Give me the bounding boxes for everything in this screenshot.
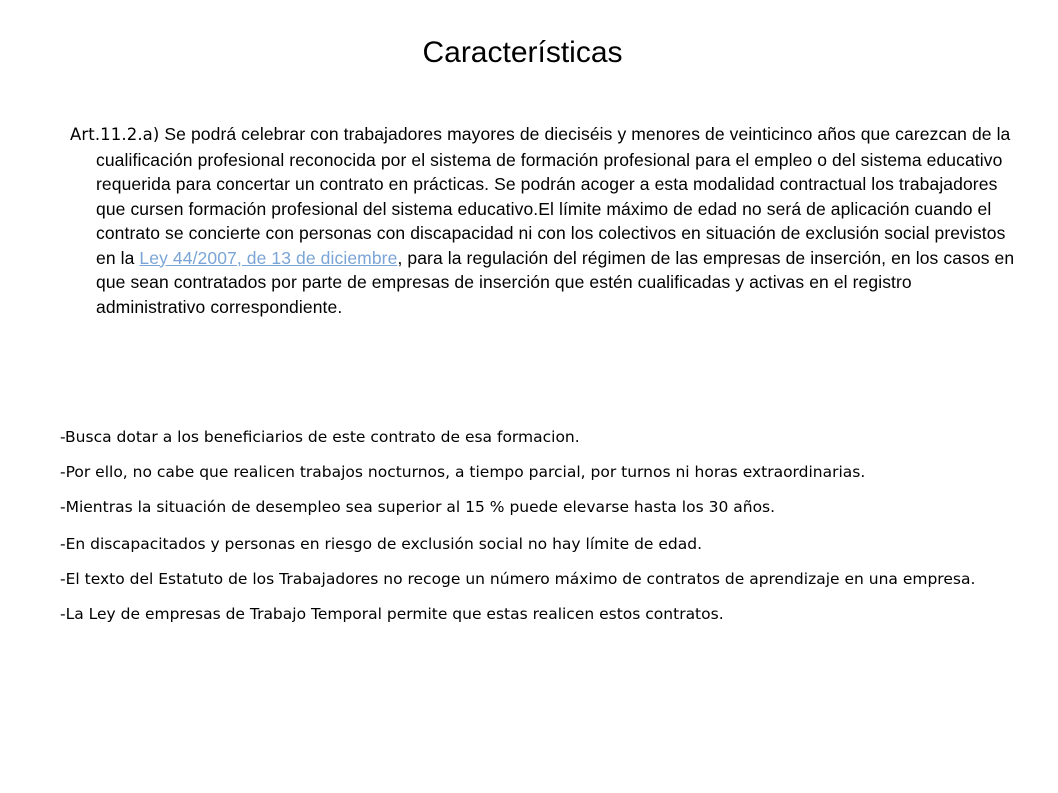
article-text-after-link: , para la regulación del régimen de las empresas de inserción, en los casos en que sean contratados por parte de empresas de inserción que estén cualificadas y activas en el registro administrativo correspondiente. <box>96 247 1015 317</box>
article-reference: Art.11.2.a) <box>70 125 160 144</box>
law-link[interactable]: Ley 44/2007, de 13 de diciembre <box>139 247 398 268</box>
bullet-item-ett: -La Ley de empresas de Trabajo Temporal permite que estas realicen estos contratos. <box>60 605 724 623</box>
bullet-item-statute: -El texto del Estatuto de los Trabajadores no recoge un número máximo de contratos de aprendizaje en una empresa. <box>60 570 976 588</box>
bullet-item-training: -Busca dotar a los beneficiarios de este contrato de esa formacion. <box>60 428 580 446</box>
bullet-item-unemployment: -Mientras la situación de desempleo sea superior al 15 % puede elevarse hasta los 30 años. <box>60 498 776 516</box>
bullet-list <box>60 425 990 637</box>
slide-title: Características <box>422 36 623 69</box>
article-text-before-link: Se podrá celebrar con trabajadores mayores de dieciséis y menores de veinticinco años que carezcan de la cualificación profesional reconocida por el sistema de formación profesional para el empleo o del sistema educativo requerida para concertar un contrato en prácticas. Se podrán acoger a esta modalidad contractual los trabajadores que cursen formación profesional del sistema educativo.El límite máximo de edad no será de aplicación cuando el contrato se concierte con personas con discapacidad ni con los colectivos en situación de exclusión social previstos en la <box>96 124 1011 268</box>
bullet-item-restrictions: -Por ello, no cabe que realicen trabajos nocturnos, a tiempo parcial, por turnos ni horas extraordinarias. <box>60 463 866 481</box>
article-paragraph <box>70 122 1026 319</box>
bullet-item-age-limit: -En discapacitados y personas en riesgo de exclusión social no hay límite de edad. <box>60 535 703 553</box>
